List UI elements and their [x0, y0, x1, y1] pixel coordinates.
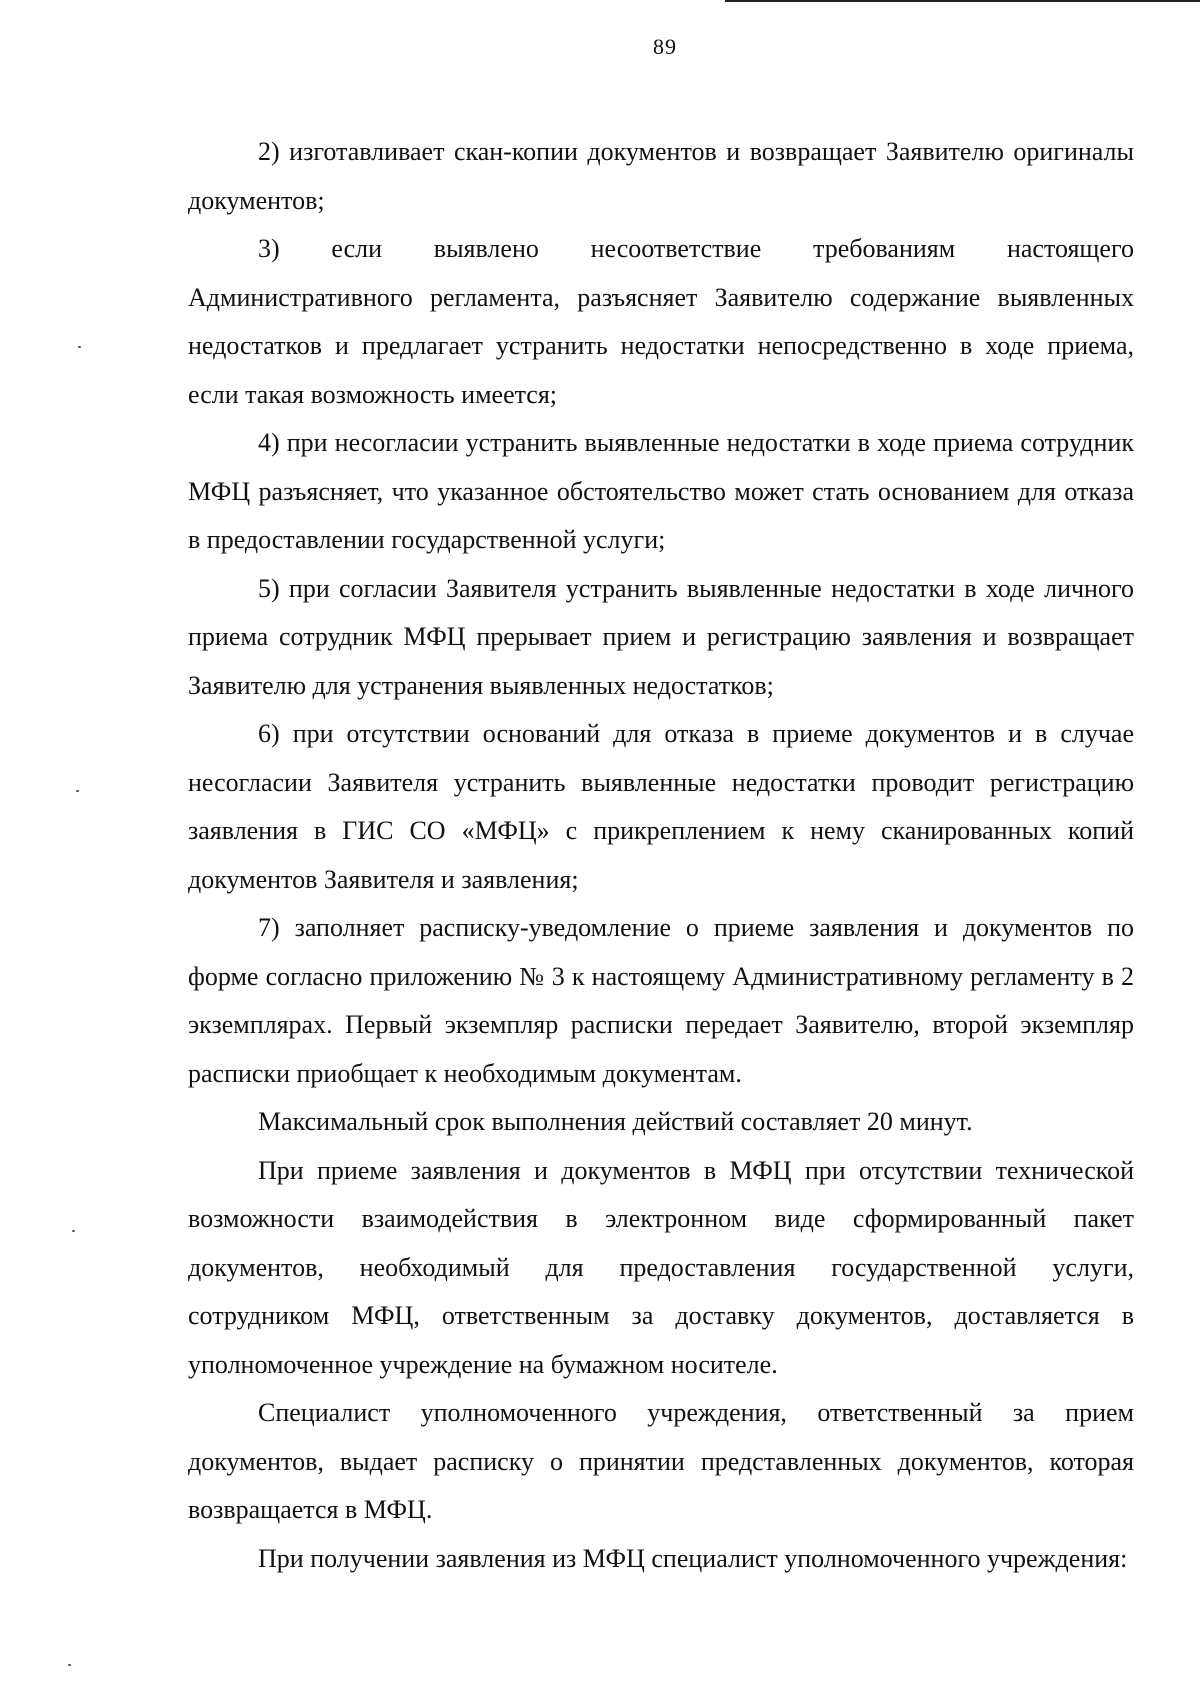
page-number: 89	[653, 34, 677, 59]
paragraph-item-7: 7) заполняет расписку-уведомление о приеме заявления и документов по форме согласно приложению № 3 к настоящему Административному регламенту в 2 экземплярах. Первый экземпляр расписки передает Заявителю, второй экземпляр расписки приобщает к необходимым документам.	[188, 913, 1134, 1088]
scan-artifact	[78, 346, 81, 348]
paragraph-receipt: Специалист уполномоченного учреждения, ответственный за прием документов, выдает расписку о принятии представленных документов, которая возвращается в МФЦ.	[188, 1398, 1134, 1524]
paragraph-paper-delivery: При приеме заявления и документов в МФЦ при отсутствии технической возможности взаимодействия в электронном виде сформированный пакет документов, необходимый для предоставления государственной услуги, сотрудником МФЦ, ответственным за доставку документов, доставляется в уполномоченное учреждение на бумажном носителе.	[188, 1155, 1134, 1379]
document-body	[188, 128, 1134, 1583]
top-border-line	[725, 0, 1200, 2]
paragraph-item-2: 2) изготавливает скан-копии документов и возвращает Заявителю оригиналы документов;	[188, 137, 1134, 215]
paragraph-item-6: 6) при отсутствии оснований для отказа в приеме документов и в случае несогласии Заявителя устранить выявленные недостатки проводит регистрацию заявления в ГИС СО «МФЦ» с прикреплением к нему сканированных копий документов Заявителя и заявления;	[188, 719, 1134, 894]
scan-artifact	[72, 1230, 75, 1232]
paragraph-item-4: 4) при несогласии устранить выявленные недостатки в ходе приема сотрудник МФЦ разъясняет, что указанное обстоятельство может стать основанием для отказа в предоставлении государственной услуги;	[188, 428, 1134, 554]
scan-artifact	[68, 1664, 71, 1666]
paragraph-max-duration: Максимальный срок выполнения действий составляет 20 минут.	[258, 1107, 973, 1136]
scan-artifact	[76, 790, 79, 792]
paragraph-item-3: 3) если выявлено несоответствие требованиям настоящего Административного регламента, разъясняет Заявителю содержание выявленных недостатков и предлагает устранить недостатки непосредственно в ходе приема, если такая возможность имеется;	[188, 234, 1134, 409]
paragraph-receipt-from-mfc: При получении заявления из МФЦ специалист уполномоченного учреждения:	[258, 1543, 1128, 1573]
paragraph-item-5: 5) при согласии Заявителя устранить выявленные недостатки в ходе личного приема сотрудник МФЦ прерывает прием и регистрацию заявления и возвращает Заявителю для устранения выявленных недостатков;	[188, 573, 1134, 700]
